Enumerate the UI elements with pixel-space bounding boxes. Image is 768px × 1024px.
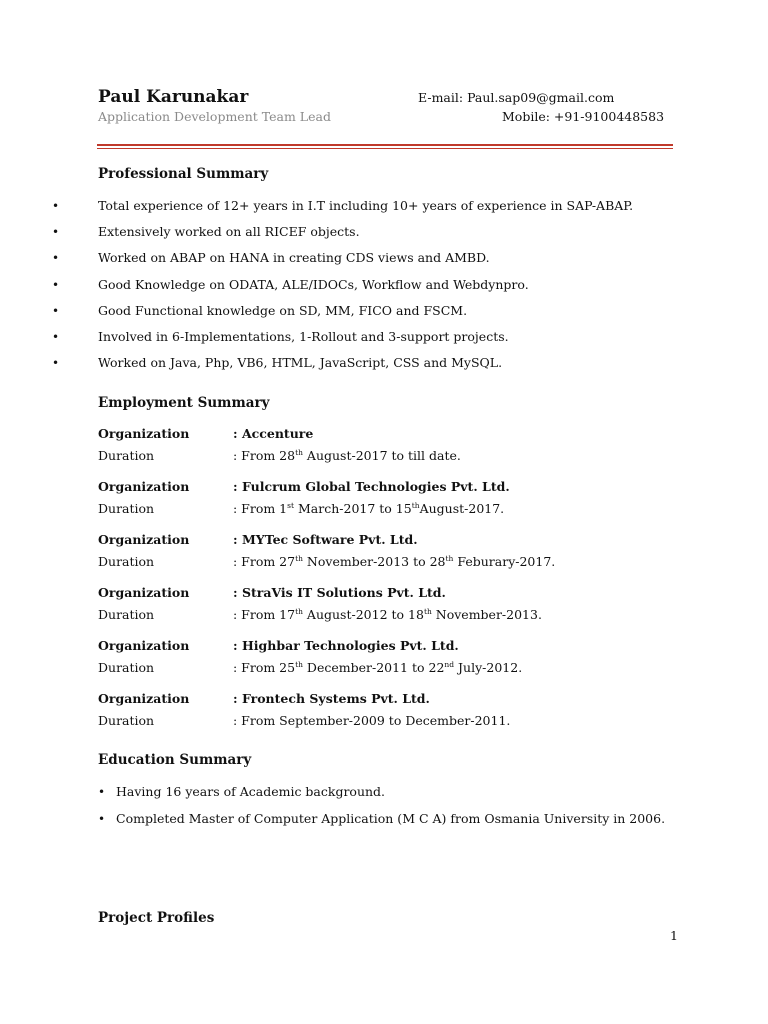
organization-name: : Accenture	[233, 426, 314, 441]
organization-name: : Frontech Systems Pvt. Ltd.	[233, 691, 430, 706]
employment-entry	[98, 637, 698, 690]
duration-label: Duration	[98, 713, 155, 728]
organization-label: Organization	[98, 638, 190, 653]
employment-entry	[98, 531, 698, 584]
bullet-icon: •	[52, 356, 60, 371]
duration-label: Duration	[98, 607, 155, 622]
duration-label: Duration	[98, 660, 155, 675]
organization-name: : StraVis IT Solutions Pvt. Ltd.	[233, 585, 446, 600]
bullet-icon: •	[98, 812, 106, 826]
header-divider	[97, 144, 673, 146]
duration-label: Duration	[98, 554, 155, 569]
organization-name: : Highbar Technologies Pvt. Ltd.	[233, 638, 459, 653]
organization-label: Organization	[98, 585, 190, 600]
duration-value: : From September-2009 to December-2011.	[233, 713, 511, 728]
organization-name: : MYTec Software Pvt. Ltd.	[233, 532, 418, 547]
organization-name: : Fulcrum Global Technologies Pvt. Ltd.	[233, 479, 510, 494]
employment-entry	[98, 478, 698, 531]
bullet-icon: •	[52, 251, 60, 266]
duration-value: : From 28th August-2017 to till date.	[233, 448, 461, 463]
page-number: 1	[670, 928, 678, 943]
employment-entry	[98, 690, 698, 743]
duration-value: : From 25th December-2011 to 22nd July-2012.	[233, 660, 523, 675]
candidate-name: Paul Karunakar	[98, 87, 249, 107]
employment-entry	[98, 425, 698, 478]
bullet-icon: •	[52, 225, 60, 240]
duration-value: : From 27th November-2013 to 28th Feburary-2017.	[233, 554, 556, 569]
professional-summary-heading: Professional Summary	[98, 166, 269, 182]
organization-label: Organization	[98, 479, 190, 494]
project-profiles-heading: Project Profiles	[98, 910, 215, 926]
header-divider-thin	[97, 148, 673, 149]
bullet-icon: •	[52, 199, 60, 213]
duration-value: : From 1st March-2017 to 15thAugust-2017.	[233, 501, 505, 516]
duration-label: Duration	[98, 501, 155, 516]
contact-email: E-mail: Paul.sap09@gmail.com	[418, 90, 615, 105]
organization-label: Organization	[98, 691, 190, 706]
candidate-role: Application Development Team Lead	[98, 109, 331, 124]
resume-page: Paul Karunakar Application Development Team Lead E-mail: Paul.sap09@gmail.com Mobile: +91-9100448583 Professional Summary • Total experience of 12+ years in I.T including 10+ years of experience in SAP-ABAP. • Extensively worked on all RICEF objects. • Worked on ABAP on HANA in creating CDS views and AMBD. • Good Knowledge on ODATA, ALE/IDOCs, Workflow and Webdynpro. • Good Functional knowledge on SD, MM, FICO and FSCM. • Involved in 6-Implementations, 1-Rollout and 3-support projects. • Worked on Java, Php, VB6, HTML, JavaScript, CSS and MySQL. Employment Summary Organization : Accenture Duration : From 28th August-2017 to till date. Organization : Fulcrum Global Technologies Pvt. Ltd. Duration : From 1st March-2017 to 15thAugust-2017. Organization : MYTec Software Pvt. Ltd. Duration : From 27th November-2013 to 28th Feburary-2017. Organization : StraVis IT Solutions Pvt. Ltd. Duration : From 17th August-2012 to 18th November-2013. Organization : Highbar Technologies Pvt. Ltd. Duration : From 25th December-2011 to 22nd July-2012. Organization : Frontech Systems Pvt. Ltd. Duration : From September-2009 to December-2011. Education Summary • Having 16 years of Academic background. • Completed Master of Computer Application (M C A) from Osmania University in 2006. Project Profiles 1	[0, 0, 768, 1024]
organization-label: Organization	[98, 426, 190, 441]
contact-mobile: Mobile: +91-9100448583	[502, 109, 665, 124]
bullet-icon: •	[52, 329, 60, 344]
employment-entry	[98, 584, 698, 637]
duration-label: Duration	[98, 448, 155, 463]
bullet-icon: •	[98, 785, 106, 799]
employment-summary-heading: Employment Summary	[98, 395, 270, 411]
duration-value: : From 17th August-2012 to 18th November-2013.	[233, 607, 542, 622]
employment-list	[98, 425, 698, 743]
organization-label: Organization	[98, 532, 190, 547]
education-summary-heading: Education Summary	[98, 752, 252, 768]
bullet-icon: •	[52, 277, 60, 292]
bullet-icon: •	[52, 303, 60, 318]
